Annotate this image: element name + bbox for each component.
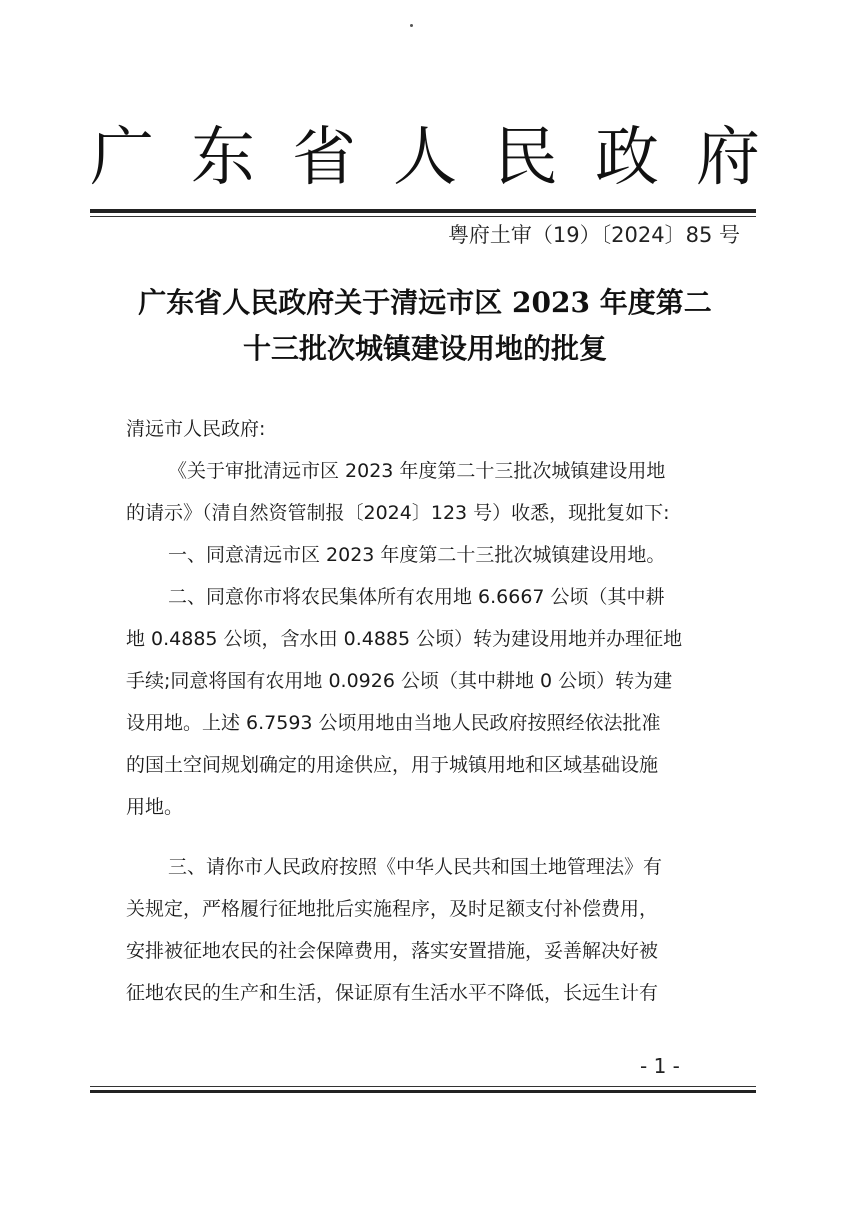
- body-line: 的国土空间规划确定的用途供应，用于城镇用地和区域基础设施: [126, 754, 659, 776]
- body-line: 三、请你市人民政府按照《中华人民共和国土地管理法》有: [168, 856, 663, 878]
- scan-speck: [410, 24, 413, 27]
- title-line-2: 十三批次城镇建设用地的批复: [242, 332, 607, 365]
- body-line: 安排被征地农民的社会保障费用，落实安置措施，妥善解决好被: [126, 940, 659, 962]
- footer-divider-thin: [90, 1086, 756, 1087]
- page-number: - 1 -: [640, 1054, 680, 1078]
- issuer-char: 民: [494, 121, 558, 195]
- header-divider-thick: [90, 209, 756, 213]
- body-line: 一、同意清远市区 2023 年度第二十三批次城镇建设用地。: [168, 544, 666, 566]
- body-line: 用地。: [126, 796, 184, 818]
- body-line: 二、同意你市将农民集体所有农用地 6.6667 公顷（其中耕: [168, 586, 665, 608]
- body-line: 手续;同意将国有农用地 0.0926 公顷（其中耕地 0 公顷）转为建: [126, 670, 673, 692]
- header-divider-thin: [90, 216, 756, 217]
- body-line: 关规定，严格履行征地批后实施程序，及时足额支付补偿费用，: [126, 898, 659, 920]
- issuer-char: 省: [292, 121, 356, 195]
- document-body: [126, 408, 726, 1014]
- document-number: 粤府土审（19）〔2024〕85 号: [447, 223, 740, 247]
- issuer-char: 东: [191, 121, 255, 195]
- issuer-char: 广: [90, 121, 154, 195]
- issuer-char: 府: [696, 121, 760, 195]
- body-line: 的请示》（清自然资管制报〔2024〕123 号）收悉，现批复如下:: [126, 502, 670, 524]
- body-line: 地 0.4885 公顷，含水田 0.4885 公顷）转为建设用地并办理征地: [126, 628, 683, 650]
- document-title: [100, 280, 750, 372]
- title-line-1: 广东省人民政府关于清远市区 2023 年度第二: [138, 286, 712, 319]
- body-line: 设用地。上述 6.7593 公顷用地由当地人民政府按照经依法批准: [126, 712, 661, 734]
- body-line: 《关于审批清远市区 2023 年度第二十三批次城镇建设用地: [168, 460, 666, 482]
- issuer-char: 人: [393, 121, 457, 195]
- salutation: 清远市人民政府:: [126, 418, 266, 440]
- footer-divider-thick: [90, 1090, 756, 1093]
- issuer-char: 政: [595, 121, 659, 195]
- body-line: 征地农民的生产和生活，保证原有生活水平不降低，长远生计有: [126, 982, 659, 1004]
- issuer-name: [90, 118, 760, 198]
